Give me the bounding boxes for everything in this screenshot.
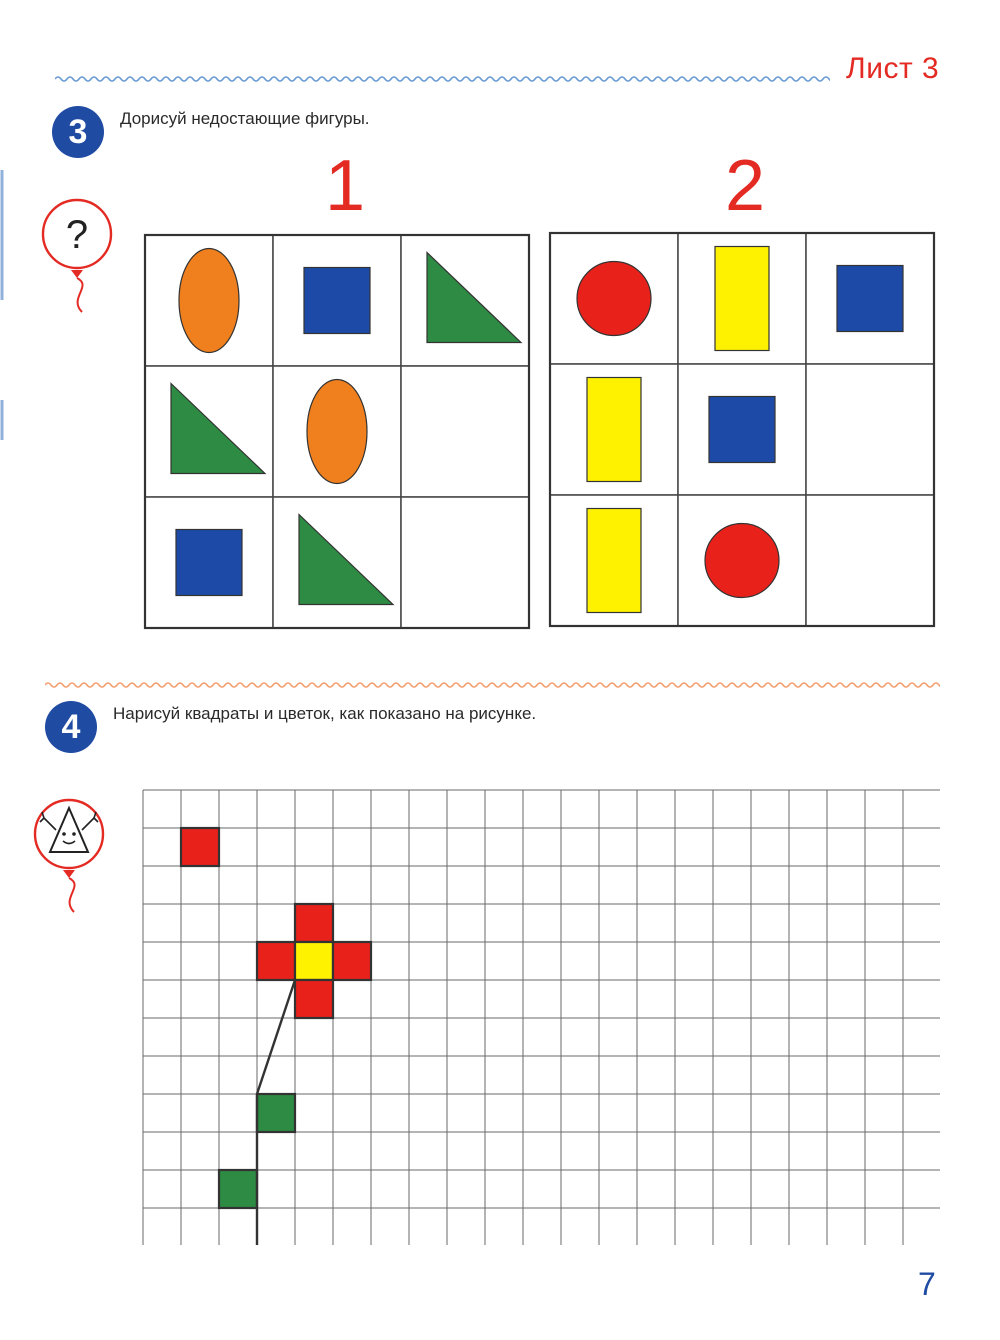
- red-circle-shape: [705, 524, 779, 598]
- puzzle-cell: [145, 235, 273, 366]
- yellow-filled-cell: [295, 942, 333, 980]
- orange-ellipse-shape: [179, 249, 239, 353]
- puzzle-cell: [806, 233, 934, 364]
- red-filled-cell: [295, 904, 333, 942]
- task-4-number-badge: 4: [45, 701, 97, 753]
- empty-answer-cell[interactable]: [806, 495, 934, 626]
- puzzle-cell: [550, 364, 678, 495]
- empty-answer-cell[interactable]: [401, 497, 529, 628]
- sheet-title: Лист 3: [846, 52, 940, 85]
- puzzle-cell: [273, 366, 401, 497]
- blue-square-shape: [176, 530, 242, 596]
- red-filled-cell: [333, 942, 371, 980]
- blue-square-shape: [837, 266, 903, 332]
- puzzle-cell: [678, 233, 806, 364]
- puzzle-cell: [145, 366, 273, 497]
- task-3-number-badge: 3: [52, 106, 104, 158]
- puzzle-cell: [273, 497, 401, 628]
- green-filled-cell: [257, 1094, 295, 1132]
- yellow-rectangle-shape: [715, 247, 769, 351]
- task-3-instruction: Дорисуй недостающие фигуры.: [120, 109, 370, 128]
- puzzle-cell: [678, 495, 806, 626]
- red-filled-cell: [295, 980, 333, 1018]
- puzzle-cell: [678, 364, 806, 495]
- red-filled-cell: [181, 828, 219, 866]
- puzzle-cell: [401, 235, 529, 366]
- top-wavy-divider: [55, 72, 830, 86]
- puzzle-1-grid: [140, 230, 540, 635]
- puzzle-cell: [145, 497, 273, 628]
- red-filled-cell: [257, 942, 295, 980]
- yellow-rectangle-shape: [587, 509, 641, 613]
- blue-square-shape: [709, 397, 775, 463]
- empty-answer-cell[interactable]: [401, 366, 529, 497]
- smiling-triangle-balloon-icon: [30, 790, 110, 920]
- orange-ellipse-shape: [307, 380, 367, 484]
- empty-answer-cell[interactable]: [806, 364, 934, 495]
- page-edge-decoration: [0, 0, 20, 1340]
- puzzle-2-grid: [545, 228, 945, 633]
- puzzle-cell: [550, 233, 678, 364]
- puzzle-1-label: 1: [325, 146, 366, 226]
- page-number: 7: [918, 1266, 936, 1302]
- middle-wavy-divider: [45, 678, 940, 692]
- question-mark-balloon-icon: [38, 190, 118, 320]
- blue-square-shape: [304, 268, 370, 334]
- drawing-grid: [138, 785, 940, 1245]
- yellow-rectangle-shape: [587, 378, 641, 482]
- task-4-instruction: Нарисуй квадраты и цветок, как показано на рисунке.: [113, 704, 537, 723]
- grid-lines: [143, 790, 940, 1245]
- puzzle-cell: [550, 495, 678, 626]
- svg-text:?: ?: [65, 213, 89, 257]
- red-circle-shape: [577, 262, 651, 336]
- green-filled-cell: [219, 1170, 257, 1208]
- puzzle-2-label: 2: [725, 146, 766, 226]
- puzzle-cell: [273, 235, 401, 366]
